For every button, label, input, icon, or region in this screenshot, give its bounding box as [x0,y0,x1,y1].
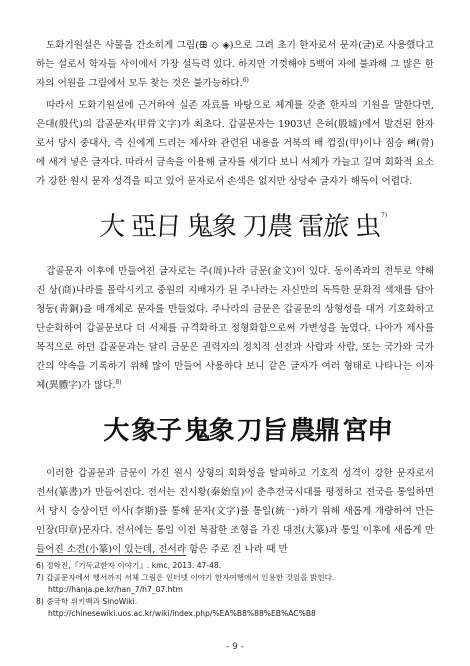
footnotes [36,560,446,620]
paragraph-text: 갑골문자 이후에 만들어진 글자로는 주(周)나라 금문(金文)이 있다. 동이족과의 전투로 약해진 상(商)나라를 몰락시키고 중원의 지배자가 된 주나라는 자신만의 독특한 문화적 색채를 담아 청동(靑銅)을 매개체로 문자를 만들었다. 주나라의 금문은 갑골문의 상형성을 대거 기호화하고 단순화하여 갑골문보다 더 서체를 규격화하고 정형화함으로써 가변성을 높였다. 나아가 제사를 목적으로 하던 갑골문과는 달리 금문은 권력자의 정치적 선전과 사람과 사람, 또는 국가와 국가 간의 약속을 기록하기 위해 많이 만들어 사용하다 보니 같은 글자가 여러 형태로 나타나는 이자체(異體字)가 많다. [36,266,434,391]
oracle-glyph-4: 象 [210,212,239,242]
bronze-glyph-9: 宮 [341,416,369,446]
bronze-glyph-0: 大 [104,416,130,446]
bronze-glyph-3: 鬼 [183,416,211,446]
footnote-6: 6) 정학진,『기독교한자 이야기』. kmc, 2013. 47-48. [36,561,222,570]
oracle-glyph-7: 雷 [297,212,326,242]
oracle-glyph-3: 鬼 [185,212,214,242]
bronze-glyph-7: 農 [289,416,317,446]
oracle-glyph-5: 刀 [241,212,270,242]
bronze-glyph-6: 旨 [260,416,289,446]
bronze-glyphs-svg [104,406,394,450]
oracle-glyph-9: 虫 [353,212,382,242]
paragraph-seal-script: 이러한 갑골문과 금문이 가진 원시 상형의 회화성을 탈피하고 기호적 성격이 강한 문자로서 전서(篆書)가 만들어진다. 전서는 진시황(秦始皇)이 춘추전국시대를 평정하고 전국을 통일하면서 당시 승상이던 이사(李斯)를 통해 문자(文字)를 통일(統一)하기 위해 새롭게 개량하여 만든 인장(印章)문자다. 전서에는 통일 이전 복잡한 조형을 가진 대전(大篆)과 통일 이후에 새롭게 만들어진 소전(小篆)이 있는데, 전서라 함은 주로 진 나라 때 만 [36,468,434,555]
footnote-ref: 6) [242,76,249,84]
bronze-script-figure [104,406,394,450]
footnote-7-url: http://hanja.pe.kr/han_7/h7_07.htm [48,585,183,594]
bronze-glyph-1: 象 [130,416,158,446]
bronze-glyph-10: 申 [366,416,394,446]
footnote-8-url: http://chinesewiki.uos.ac.kr/wiki/index.php/%EA%B8%88%EB%AC%B8 [48,609,316,618]
bronze-glyph-5: 刀 [236,416,264,446]
footnote-divider [36,555,186,556]
bronze-glyph-2: 子 [155,416,183,446]
oracle-glyph-8: 旅 [322,212,351,242]
oracle-glyph-1: 亞 [129,212,158,242]
bronze-glyph-8: 鼎 [313,416,341,446]
oracle-glyph-0: 大 [100,212,127,242]
footnote-ref-7: 7) [381,212,388,219]
footnote-7: 7) 갑골문자에서 행서까지 서체 그림은 인터넷 이야기 한자여행에서 인용한 것임을 밝힌다. [36,573,335,582]
page-number: - 9 - [226,642,244,652]
footnote-8: 8) 중국학 위키백과 SinoWiki. [36,597,138,606]
paragraph-text: 도화기원설은 사물을 간소히게 그림(ꕥ ◇ ◈)으로 그려 초기 한자로서 문자(글)로 사용했다고 하는 설로서 학자들 사이에서 가장 설득력 있다. 하지만 기껏해야 5백여 자에 불과해 그 많은 한자의 어원을 그림에서 모두 찾는 것은 불가능하다. [36,40,434,89]
oracle-glyph-6: 農 [266,212,295,242]
oracle-script-figure [100,202,400,246]
paragraph-oracle-bone: 따라서 도화기원설에 근거하여 실존 자료를 바탕으로 체계를 갖춘 한자의 기원을 말한다면, 은대(殷代)의 갑골문자(甲骨文字)가 최초다. 갑골문자는 1903년 은허(殷墟)에서 발견된 한자로서 당시 중대사, 즉 신에게 드리는 제사와 관련된 내용을 거북의 배 껍질(甲)이나 짐승 뼈(骨)에 새겨 넣은 글자다. 따라서 금속을 이용해 글자를 새기다 보니 서체가 가늘고 길며 회화적 요소가 강한 원시 문자 성격을 띠고 있어 문자로서 손색은 없지만 상당수 글자가 해독이 어렵다. [36,100,434,187]
footnote-ref: 8) [115,378,122,386]
oracle-glyphs-svg [100,202,400,246]
oracle-glyph-2: 日 [154,212,183,242]
paragraph-bronze-script [36,262,434,395]
bronze-glyph-4: 象 [208,416,236,446]
paragraph-origin-theory [36,36,434,93]
